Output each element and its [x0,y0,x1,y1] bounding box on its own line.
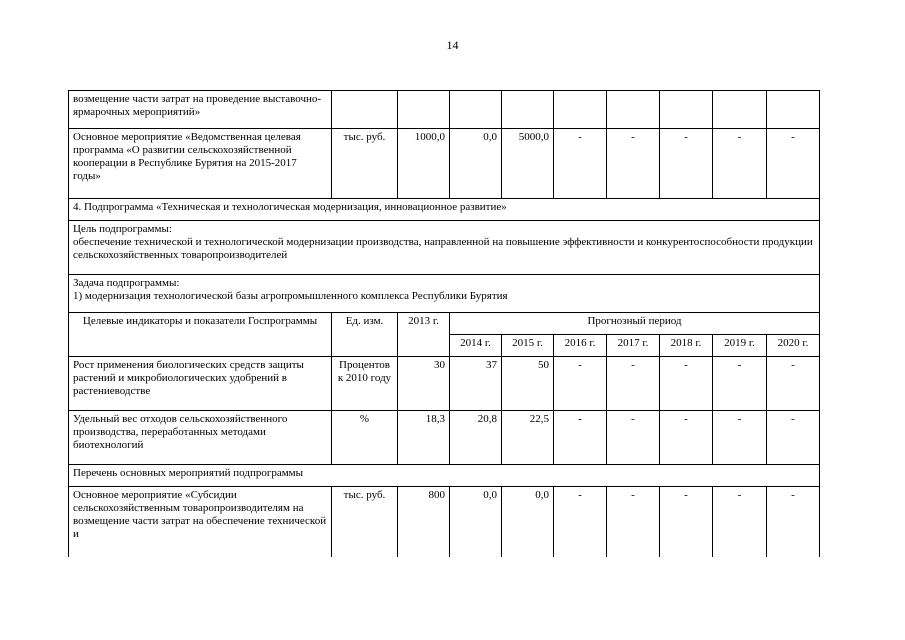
value-cell: - [607,487,660,557]
value-cell: 22,5 [502,411,554,465]
indicator-name: Рост применения биологических средств защиты растений и микробиологических удобрений в растениеводстве [69,357,332,411]
table-row [69,91,820,129]
value-cell: - [607,357,660,411]
value-cell: - [767,487,820,557]
header-forecast: Прогнозный период [450,313,820,335]
value-cell: 30 [398,357,450,411]
activity-name: Основное мероприятие «Субсидии сельскохозяйственным товаропроизводителям на возмещение части затрат на обеспечение технической и [69,487,332,557]
task-cell [69,275,820,313]
value-cell: - [554,129,607,199]
indicator-table [68,90,820,557]
value-cell: 800 [398,487,450,557]
row-name: Основное мероприятие «Ведомственная целевая программа «О развитии сельскохозяйственной кооперации в Республике Бурятия на 2015-2017 годы» [69,129,332,199]
value-cell: - [554,487,607,557]
value-cell: - [767,357,820,411]
unit-cell: тыс. руб. [332,129,398,199]
value-cell: - [660,357,713,411]
value-cell: 50 [502,357,554,411]
header-indicators: Целевые индикаторы и показатели Госпрограммы [69,313,332,357]
section-row [69,275,820,313]
section-row [69,465,820,487]
value-cell: - [767,411,820,465]
value-cell: 18,3 [398,411,450,465]
page-number: 14 [446,38,459,52]
row-name: возмещение части затрат на проведение выставочно-ярмарочных мероприятий» [69,91,332,129]
section-row [69,221,820,275]
value-cell: - [607,129,660,199]
table-row [69,487,820,557]
value-cell: 5000,0 [502,129,554,199]
activities-list-title: Перечень основных мероприятий подпрограммы [69,465,820,487]
goal-text: обеспечение технической и технологической модернизации производства, направленной на повышение эффективности и конкурентоспособности продукции сельскохозяйственных товаропроизводителей [73,236,813,261]
value-cell: - [554,357,607,411]
value-cell: - [767,129,820,199]
header-year: 2016 г. [554,335,607,357]
value-cell: 0,0 [502,487,554,557]
header-year: 2019 г. [713,335,767,357]
value-cell: - [713,129,767,199]
value-cell: - [713,411,767,465]
value-cell: - [554,411,607,465]
table-row [69,129,820,199]
value-cell: 37 [450,357,502,411]
value-cell: - [660,487,713,557]
header-row [69,313,820,335]
value-cell: - [607,411,660,465]
header-year: 2020 г. [767,335,820,357]
subprogram-title: 4. Подпрограмма «Техническая и технологическая модернизация, инновационное развитие» [69,199,820,221]
table-row [69,357,820,411]
goal-cell [69,221,820,275]
value-cell: - [713,357,767,411]
header-year: 2015 г. [502,335,554,357]
header-2013: 2013 г. [398,313,450,357]
header-unit: Ед. изм. [332,313,398,357]
task-label: Задача подпрограммы: [73,277,180,289]
header-year: 2018 г. [660,335,713,357]
header-year: 2014 г. [450,335,502,357]
value-cell: 0,0 [450,129,502,199]
task-text: 1) модернизация технологической базы агропромышленного комплекса Республики Бурятия [73,290,508,302]
value-cell: - [713,487,767,557]
value-cell: 0,0 [450,487,502,557]
value-cell: - [660,411,713,465]
table-row [69,411,820,465]
unit-cell: тыс. руб. [332,487,398,557]
value-cell: 1000,0 [398,129,450,199]
section-row [69,199,820,221]
value-cell: - [660,129,713,199]
goal-label: Цель подпрограммы: [73,223,172,235]
unit-cell: % [332,411,398,465]
header-year: 2017 г. [607,335,660,357]
value-cell: 20,8 [450,411,502,465]
indicator-name: Удельный вес отходов сельскохозяйственного производства, переработанных методами биотехнологий [69,411,332,465]
unit-cell: Процентов к 2010 году [332,357,398,411]
